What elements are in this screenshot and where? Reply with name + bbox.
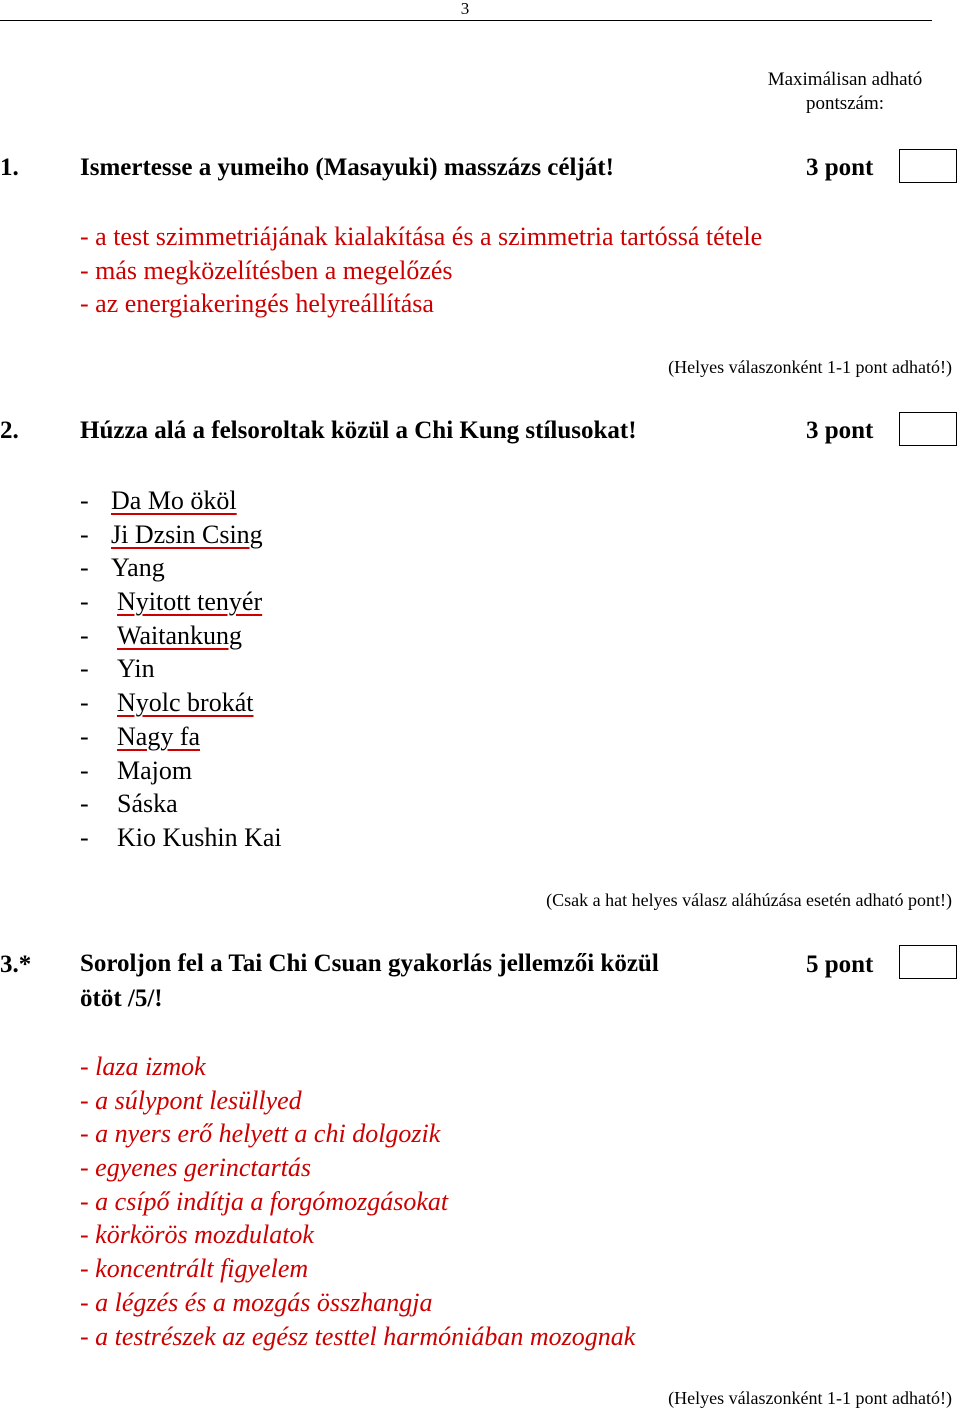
q3-answer: - egyenes gerinctartás bbox=[80, 1153, 312, 1183]
q3-answer-list bbox=[80, 1050, 635, 1353]
page-number: 3 bbox=[460, 0, 470, 18]
q2-option-text: Yin bbox=[117, 654, 155, 684]
q2-option bbox=[80, 518, 282, 552]
q3-answer: - a nyers erő helyett a chi dolgozik bbox=[80, 1119, 441, 1149]
q2-option-text: Kio Kushin Kai bbox=[117, 822, 282, 852]
q3-number: 3.* bbox=[0, 951, 32, 978]
q2-question: Húzza alá a felsoroltak közül a Chi Kung stílusokat! bbox=[80, 417, 637, 444]
q2-option bbox=[80, 787, 282, 821]
q3-answer: - a testrészek az egész testtel harmóniában mozognak bbox=[80, 1321, 636, 1351]
q2-option-dash: - bbox=[80, 755, 89, 785]
q2-number: 2. bbox=[0, 417, 19, 444]
q1-score-box[interactable] bbox=[899, 149, 957, 183]
q1-number: 1. bbox=[0, 154, 19, 181]
q2-option bbox=[80, 720, 282, 754]
q1-points: 3 pont bbox=[806, 154, 874, 181]
q2-option-text: Majom bbox=[117, 755, 193, 785]
q2-option-list bbox=[80, 484, 282, 855]
q2-option-text-underlined: Nagy fa bbox=[117, 721, 201, 751]
q3-answer: - laza izmok bbox=[80, 1052, 206, 1081]
q1-answer-list bbox=[80, 220, 762, 321]
q2-option bbox=[80, 551, 282, 585]
q3-question-line2: ötöt /5/! bbox=[80, 985, 163, 1012]
q2-points: 3 pont bbox=[806, 417, 874, 444]
q3-answer: - a súlypont lesüllyed bbox=[80, 1085, 302, 1115]
q2-option bbox=[80, 821, 282, 855]
q2-option bbox=[80, 585, 282, 619]
q2-option-dash: - bbox=[80, 620, 89, 650]
q3-points: 5 pont bbox=[806, 951, 874, 978]
q2-option bbox=[80, 754, 282, 788]
q2-option-dash: - bbox=[80, 519, 89, 549]
q2-option-text: Yang bbox=[111, 553, 165, 583]
q3-scoring-note: (Helyes válaszonként 1-1 pont adható!) bbox=[668, 1388, 952, 1408]
q2-option-text-underlined: Waitankung bbox=[117, 620, 242, 650]
max-points-label: Maximálisan adható pontszám: bbox=[767, 69, 923, 114]
q3-answer: - a csípő indítja a forgómozgásokat bbox=[80, 1186, 449, 1216]
q2-option-text: Sáska bbox=[117, 789, 178, 819]
q2-option bbox=[80, 686, 282, 720]
q1-answer: - a test szimmetriájának kialakítása és a szimmetria tartóssá tétele bbox=[80, 222, 763, 251]
q2-option-dash: - bbox=[80, 654, 89, 684]
q2-option-dash: - bbox=[80, 789, 89, 819]
q2-option-dash: - bbox=[80, 721, 89, 751]
q1-answer: - más megközelítésben a megelőzés bbox=[80, 255, 453, 285]
q2-option-dash: - bbox=[80, 587, 89, 617]
q2-score-box[interactable] bbox=[899, 412, 957, 446]
q1-scoring-note: (Helyes válaszonként 1-1 pont adható!) bbox=[668, 357, 952, 377]
q2-option-text-underlined: Da Mo ököl bbox=[111, 486, 237, 515]
q3-answer: - körkörös mozdulatok bbox=[80, 1220, 314, 1250]
q2-option-dash: - bbox=[80, 822, 89, 852]
q3-answer: - koncentrált figyelem bbox=[80, 1254, 309, 1284]
q3-answer: - a légzés és a mozgás összhangja bbox=[80, 1287, 433, 1317]
q2-option-text-underlined: Nyolc brokát bbox=[117, 688, 254, 718]
q2-option-dash: - bbox=[80, 553, 89, 583]
q1-answer: - az energiakeringés helyreállítása bbox=[80, 289, 434, 318]
q2-option-dash: - bbox=[80, 688, 89, 718]
q2-option bbox=[80, 484, 282, 518]
q1-question: Ismertesse a yumeiho (Masayuki) masszázs célját! bbox=[80, 154, 614, 181]
q3-question-line1: Soroljon fel a Tai Chi Csuan gyakorlás jellemzői közül bbox=[80, 950, 659, 977]
q2-scoring-note: (Csak a hat helyes válasz aláhúzása esetén adható pont!) bbox=[546, 890, 952, 910]
header-rule bbox=[0, 20, 932, 21]
q2-option bbox=[80, 652, 282, 686]
q2-option bbox=[80, 619, 282, 653]
q3-score-box[interactable] bbox=[899, 945, 957, 979]
q2-option-text-underlined: Ji Dzsin Csing bbox=[111, 519, 263, 549]
q2-option-dash: - bbox=[80, 486, 89, 515]
q2-option-text-underlined: Nyitott tenyér bbox=[117, 587, 263, 617]
